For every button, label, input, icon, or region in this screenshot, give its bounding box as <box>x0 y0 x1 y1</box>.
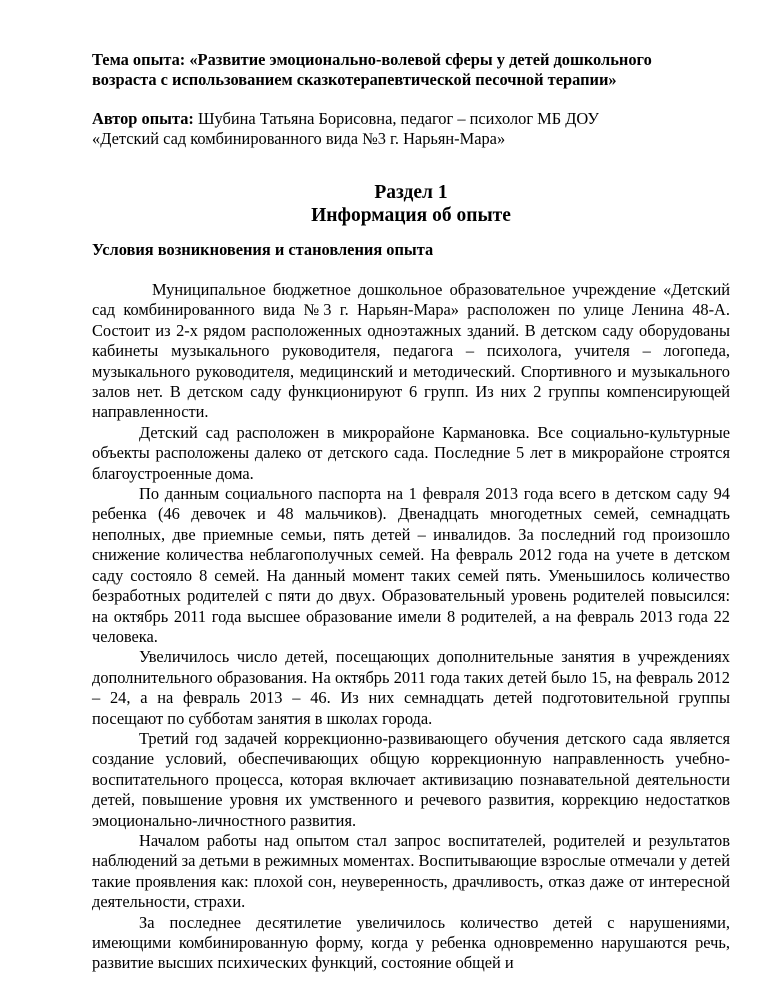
author-block <box>92 109 730 150</box>
subsection-title: Условия возникновения и становления опыта <box>92 240 434 259</box>
section-title: Информация об опыте <box>311 205 511 226</box>
paragraph: Третий год задачей коррекционно-развивающего обучения детского сада является создание условий, обеспечивающих общую коррекционную направленность учебно-воспитательного процесса, которая включает активизацию познавательной деятельности детей, повышение уровня их умственного и речевого развития, коррекцию недостатков эмоционально-личностного развития. <box>92 728 730 830</box>
topic-heading <box>92 50 730 91</box>
author-label: Автор опыта: <box>92 109 194 128</box>
topic-line: Тема опыта: «Развитие эмоционально-волевой сферы у детей дошкольного <box>92 50 652 69</box>
section-heading <box>92 181 730 227</box>
body-text <box>92 280 730 974</box>
paragraph: Началом работы над опытом стал запрос воспитателей, родителей и результатов наблюдений за детьми в режимных моментах. Воспитывающие взрослые отмечали у детей такие проявления как: плохой сон, неуверенность, драчливость, отказ даже от интересной деятельности, страхи. <box>92 830 730 912</box>
topic-line: возраста с использованием сказкотерапевтической песочной терапии» <box>92 70 617 90</box>
section-number: Раздел 1 <box>374 182 448 203</box>
paragraph: Муниципальное бюджетное дошкольное образовательное учреждение «Детский сад комбинированного вида №3 г. Нарьян-Мара» расположен по улице Ленина 48-А. Состоит из 2-х рядом расположенных одноэтажных зданий. В детском саду оборудованы кабинеты музыкального руководителя, педагога – психолога, учителя – логопеда, музыкального руководителя, медицинский и методический. Спортивного и музыкального залов нет. В детском саду функционируют 6 групп. Из них 2 группы компенсирующей направленности. <box>92 280 730 422</box>
author-line <box>92 109 730 129</box>
paragraph: За последнее десятилетие увеличилось количество детей с нарушениями, имеющими комбинированную форму, когда у ребенка одновременно нарушаются речь, развитие высших психических функций, состояние общей и <box>92 912 730 973</box>
paragraph: Увеличилось число детей, посещающих дополнительные занятия в учреждениях дополнительного образования. На октябрь 2011 года таких детей было 15, на февраль 2012 – 24, а на февраль 2013 – 46. Из них семнадцать детей подготовительной группы посещают по субботам занятия в школах города. <box>92 647 730 728</box>
author-org: «Детский сад комбинированного вида №3 г. Нарьян-Мара» <box>92 129 506 149</box>
author-name: Шубина Татьяна Борисовна, педагог – психолог МБ ДОУ <box>193 109 599 128</box>
paragraph: По данным социального паспорта на 1 февраля 2013 года всего в детском саду 94 ребенка (46 девочек и 48 мальчиков). Двенадцать многодетных семей, семнадцать неполных, две приемные семьи, пять детей – инвалидов. За последний год произошло снижение количества неблагополучных семей. На февраль 2012 года на учете в детском саду состояло 8 семей. На данный момент таких семей пять. Уменьшилось количество безработных родителей с пяти до двух. Образовательный уровень родителей повысился: на октябрь 2011 года высшее образование имели 8 родителей, а на февраль 2013 года 22 человека. <box>92 484 730 646</box>
paragraph: Детский сад расположен в микрорайоне Кармановка. Все социально-культурные объекты расположены далеко от детского сада. Последние 5 лет в микрорайоне строятся благоустроенные дома. <box>92 422 730 483</box>
